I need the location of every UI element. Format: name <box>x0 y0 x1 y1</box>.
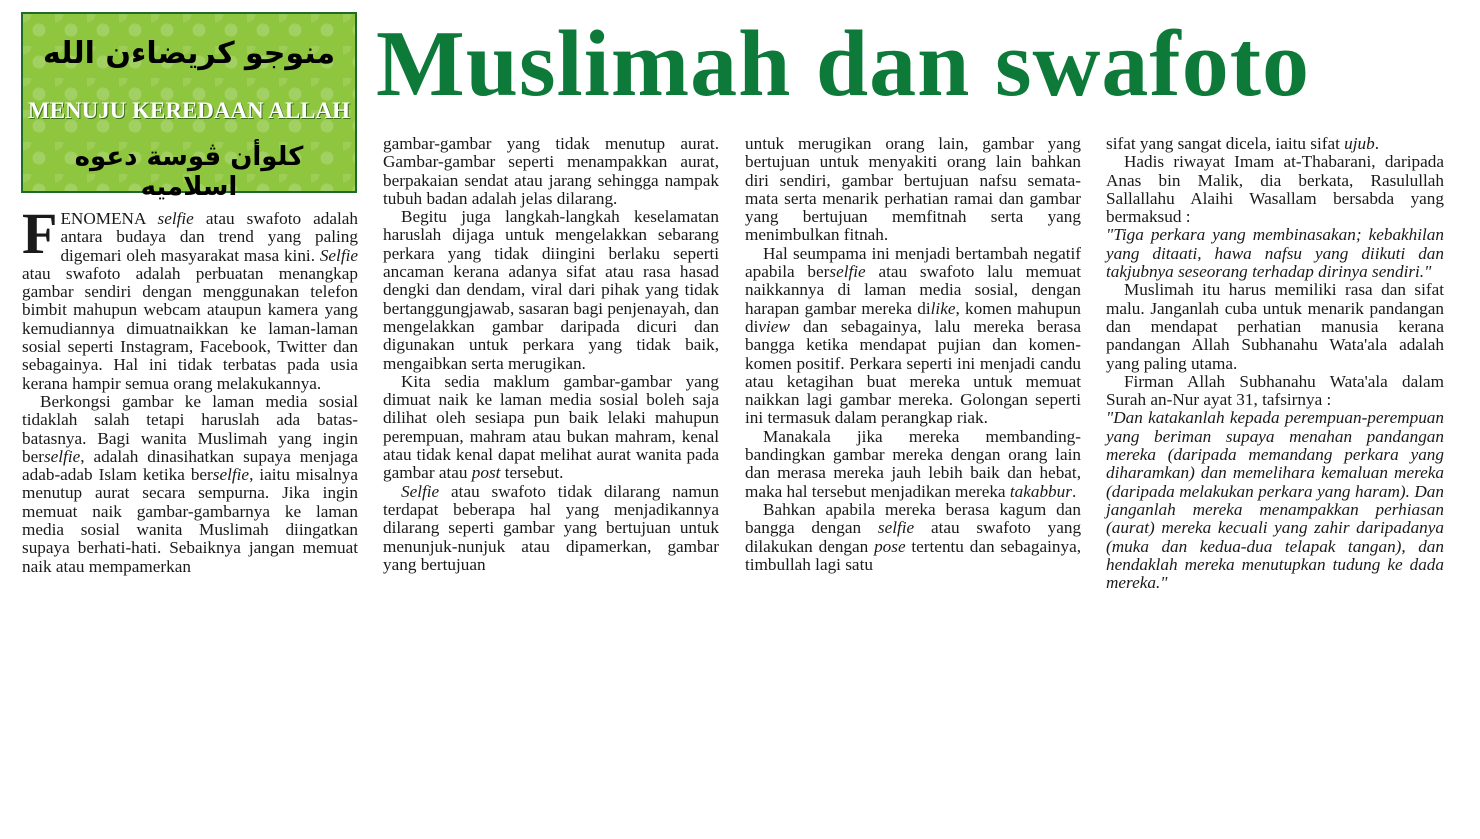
emphasis: like <box>930 298 956 318</box>
emphasis: Selfie <box>319 245 359 265</box>
emphasis: post <box>471 463 501 483</box>
paragraph: untuk merugikan orang lain, gambar yang bertujuan untuk menyakiti orang lain bahkan diri sendiri, gambar bertujuan nafsu semata-mata serta menarik perhatian ramai dan gambar yang bertujuan memfitnah serta yang menimbulkan fitnah. <box>745 134 1081 245</box>
paragraph: Firman Allah Subhanahu Wata'ala dalam Surah an-Nur ayat 31, tafsirnya : <box>1106 371 1444 410</box>
text: tertentu dan sebagainya, timbullah lagi satu <box>745 536 1082 574</box>
text: Kita sedia maklum gambar-gambar yang dimuat naik ke laman media sosial boleh saja dilihat oleh sesiapa pun baik lelaki mahupun perempuan, mahram atau bukan mahram, kenal atau tidak kenal dapat melihat aurat wanita pada gambar atau <box>383 371 719 483</box>
text: tersebut. <box>504 463 564 483</box>
emphasis: takabbur <box>1009 481 1072 501</box>
text: Bahkan apabila mereka berasa kagum dan bangga dengan <box>745 499 1081 538</box>
text: atau swafoto adalah antara budaya dan trend yang paling digemari oleh masyarakat masa kini. <box>60 209 359 265</box>
text: sifat yang sangat dicela, iaitu sifat <box>1106 134 1340 153</box>
paragraph <box>745 501 1081 574</box>
emphasis: ujub <box>1344 134 1375 153</box>
paragraph <box>22 201 359 393</box>
text: Hal seumpama ini menjadi bertambah negatif apabila ber <box>745 243 1081 282</box>
emphasis: selfie <box>212 465 250 485</box>
hadith-quote: "Tiga perkara yang membinasakan; kebakhilan yang ditaati, hawa nafsu yang diikuti dan takjubnya seseorang terhadap dirinya sendiri." <box>1106 225 1444 282</box>
article-headline: Muslimah dan swafoto <box>376 12 1311 116</box>
paragraph <box>1106 135 1444 153</box>
text: atau swafoto tidak dilarang namun terdapat beberapa hal yang menjadikannya dilarang seperti gambar yang bertujuan untuk menunjuk-nunjuk atau dipamerkan, gambar yang bertujuan <box>383 481 719 574</box>
text: . <box>1374 134 1380 153</box>
emphasis: selfie <box>877 518 915 538</box>
badge-latin-title: MENUJU KEREDAAN ALLAH <box>27 98 351 123</box>
text: . <box>1071 481 1077 501</box>
paragraph: gambar-gambar yang tidak menutup aurat. Gambar-gambar seperti menampakkan aurat, berpakaian sendat atau jarang sehingga nampak tubuh badan adalah jelas dilarang. <box>383 134 719 208</box>
badge-arabic-subtitle: كلوأن ڤوسة دعوه اسلاميه <box>74 142 304 202</box>
emphasis: Selfie <box>401 481 440 501</box>
paragraph <box>745 428 1081 501</box>
paragraph <box>383 483 719 574</box>
text: atau swafoto lalu memuat naikkannya di laman media sosial, dengan harapan gambar mereka di <box>745 262 1082 318</box>
text: dan sebagainya, lalu mereka berasa bangga ketika mendapat pujian dan komen-komen positif. Perkara seperti ini menjadi candu atau ketagihan buat mereka untuk memuat naikkan lagi gambar mereka. Golongan seperti ini termasuk dalam perangkap riak. <box>745 316 1081 428</box>
lead-word: ENOMENA <box>60 209 146 228</box>
article-column-4 <box>1106 135 1444 764</box>
paragraph: Muslimah itu harus memiliki rasa dan sifat malu. Janganlah cuba untuk menarik pandangan dan mendapat perhatian manusia kerana pandangan Allah Subhanahu Wata'ala adalah yang paling utama. <box>1106 280 1444 373</box>
paragraph <box>383 373 719 483</box>
article-column-2 <box>383 135 719 764</box>
badge-arabic-title: منوجو كريضاءن الله <box>42 36 336 71</box>
column-logo-badge <box>21 12 357 202</box>
article-column-1 <box>22 201 359 839</box>
text: , komen mahupun di <box>745 298 1082 336</box>
article-column-3 <box>745 135 1081 764</box>
text: , iaitu misalnya menutup aurat secara sempurna. Jika ingin memuat naik gambar-gambarnya ke laman media sosial wanita Muslimah diingatkan supaya berhati-hati. Sebaiknya jangan memuat naik atau mempamerkan <box>22 465 358 576</box>
text: , adalah dinasihatkan supaya menjaga adab-adab Islam ketika ber <box>22 446 358 485</box>
text: atau swafoto yang dilakukan dengan <box>745 518 1082 556</box>
emphasis: view <box>758 316 790 336</box>
quran-quote: "Dan katakanlah kepada perempuan-perempuan yang beriman supaya menahan pandangan mereka (daripada memandang perkara yang diharamkan) dan memelihara kemaluan mereka (daripada melakukan perkara yang haram). Dan janganlah mereka menampakkan perhiasan (aurat) mereka kecuali yang zahir daripadanya (muka dan kedua-dua telapak tangan), dan hendaklah mereka menutupkan tudung ke dada mereka." <box>1106 408 1444 593</box>
emphasis: pose <box>874 536 906 556</box>
emphasis: selfie <box>157 209 194 228</box>
emphasis: selfie <box>43 446 81 466</box>
text: Manakala jika mereka membanding-bandingkan gambar mereka dengan orang lain dan merasa mereka jauh lebih baik dan hebat, maka hal tersebut menjadikan mereka <box>745 426 1081 501</box>
drop-cap: F <box>22 201 58 266</box>
paragraph <box>745 245 1081 428</box>
emphasis: selfie <box>829 262 866 282</box>
paragraph <box>22 393 358 576</box>
paragraph: Begitu juga langkah-langkah keselamatan haruslah dijaga untuk mengelakkan sebarang perkara yang tidak diingini berlaku seperti ancaman kerana adanya sifat atau rasa hasad dengki dan dendam, viral dari pihak yang tidak bertanggungjawab, sasaran bagi penjenayah, dan mengelakkan gambar daripada dicuri dan digunakan untuk perkara yang tidak baik, mengaibkan serta merugikan. <box>383 207 719 373</box>
paragraph: Hadis riwayat Imam at-Thabarani, daripada Anas bin Malik, dia berkata, Rasulullah Sallallahu Alaihi Wasallam bersabda yang bermaksud : <box>1106 152 1444 227</box>
text: Berkongsi gambar ke laman media sosial tidaklah salah tetapi haruslah ada batas-batasnya. Bagi wanita Muslimah yang ingin ber <box>22 391 358 466</box>
text: atau swafoto adalah perbuatan menangkap gambar sendiri dengan menggunakan telefon bimbit mahupun webcam ataupun kamera yang kemudiannya dimuatnaikkan ke laman-laman sosial seperti Instagram, Facebook, Twitter dan sebagainya. Hal ini tidak terbatas pada usia kerana hampir semua orang melakukannya. <box>22 263 358 393</box>
